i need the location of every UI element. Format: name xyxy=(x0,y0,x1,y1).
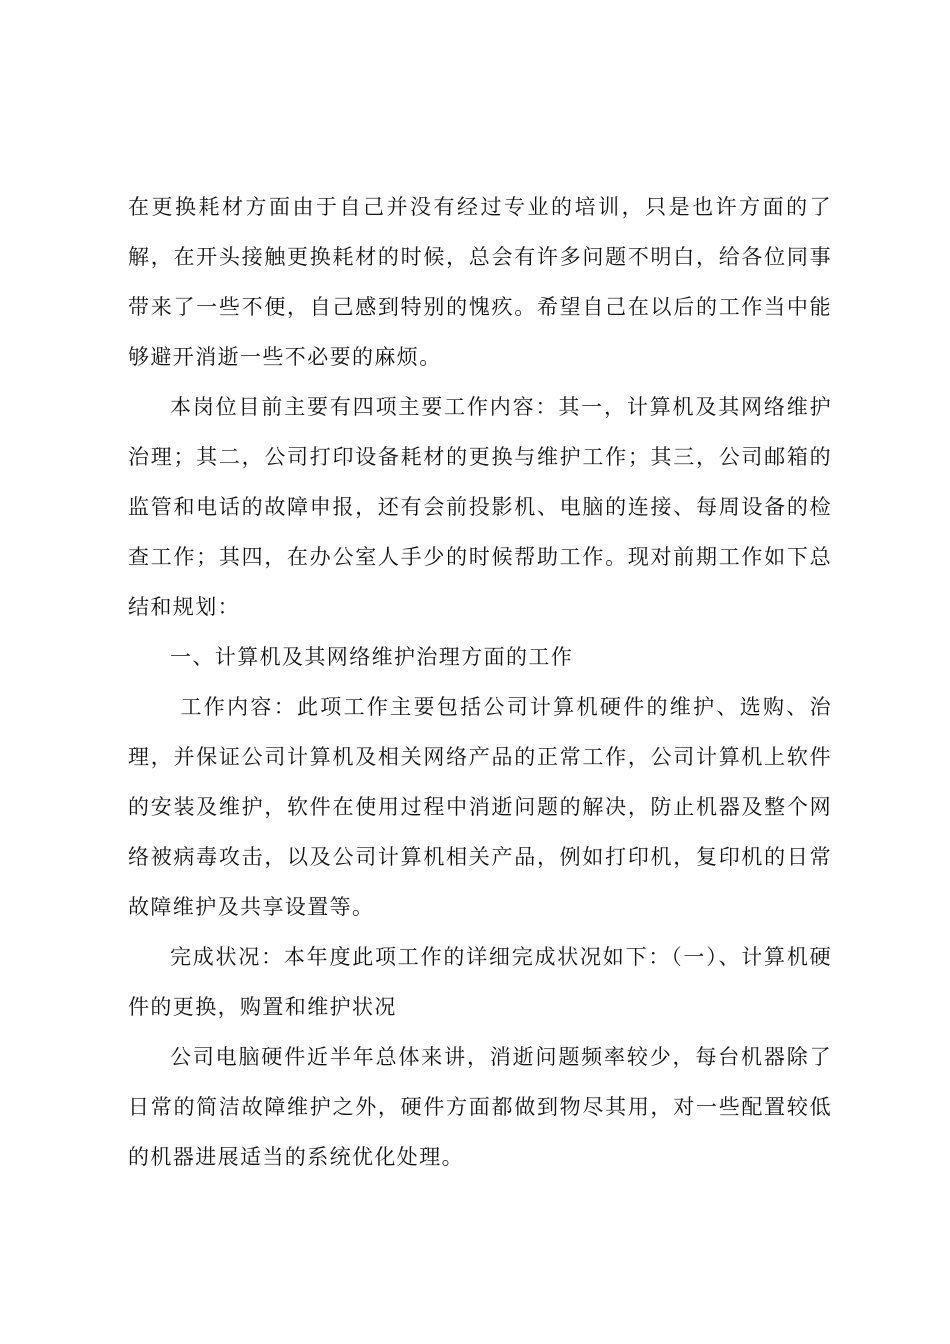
paragraph-job-duties: 本岗位目前主要有四项主要工作内容：其一，计算机及其网络维护治理；其二，公司打印设备耗材的更换与维护工作；其三，公司邮箱的监管和电话的故障申报，还有会前投影机、电脑的连接、每周设备的检查工作；其四，在办公室人手少的时候帮助工作。现对前期工作如下总结和规划： xyxy=(128,395,832,619)
paragraph-completion-status: 完成状况：本年度此项工作的详细完成状况如下：（一）、计算机硬件的更换，购置和维护状况 xyxy=(128,945,832,1019)
document-body xyxy=(128,182,832,1182)
paragraph-work-content: 工作内容：此项工作主要包括公司计算机硬件的维护、选购、治理，并保证公司计算机及相关网络产品的正常工作，公司计算机上软件的安装及维护，软件在使用过程中消逝问题的解决，防止机器及整个网络被病毒攻击，以及公司计算机相关产品，例如打印机，复印机的日常故障维护及共享设置等。 xyxy=(128,695,832,919)
paragraph-consumables: 在更换耗材方面由于自己并没有经过专业的培训，只是也许方面的了解，在开头接触更换耗材的时候，总会有许多问题不明白，给各位同事带来了一些不便，自己感到特别的愧疚。希望自己在以后的工作当中能够避开消逝一些不必要的麻烦。 xyxy=(128,195,832,369)
paragraph-hardware-summary: 公司电脑硬件近半年总体来讲，消逝问题频率较少，每台机器除了日常的简洁故障维护之外，硬件方面都做到物尽其用，对一些配置较低的机器进展适当的系统优化处理。 xyxy=(128,1045,832,1169)
section-heading-network-maintenance: 一、计算机及其网络维护治理方面的工作 xyxy=(170,645,574,669)
